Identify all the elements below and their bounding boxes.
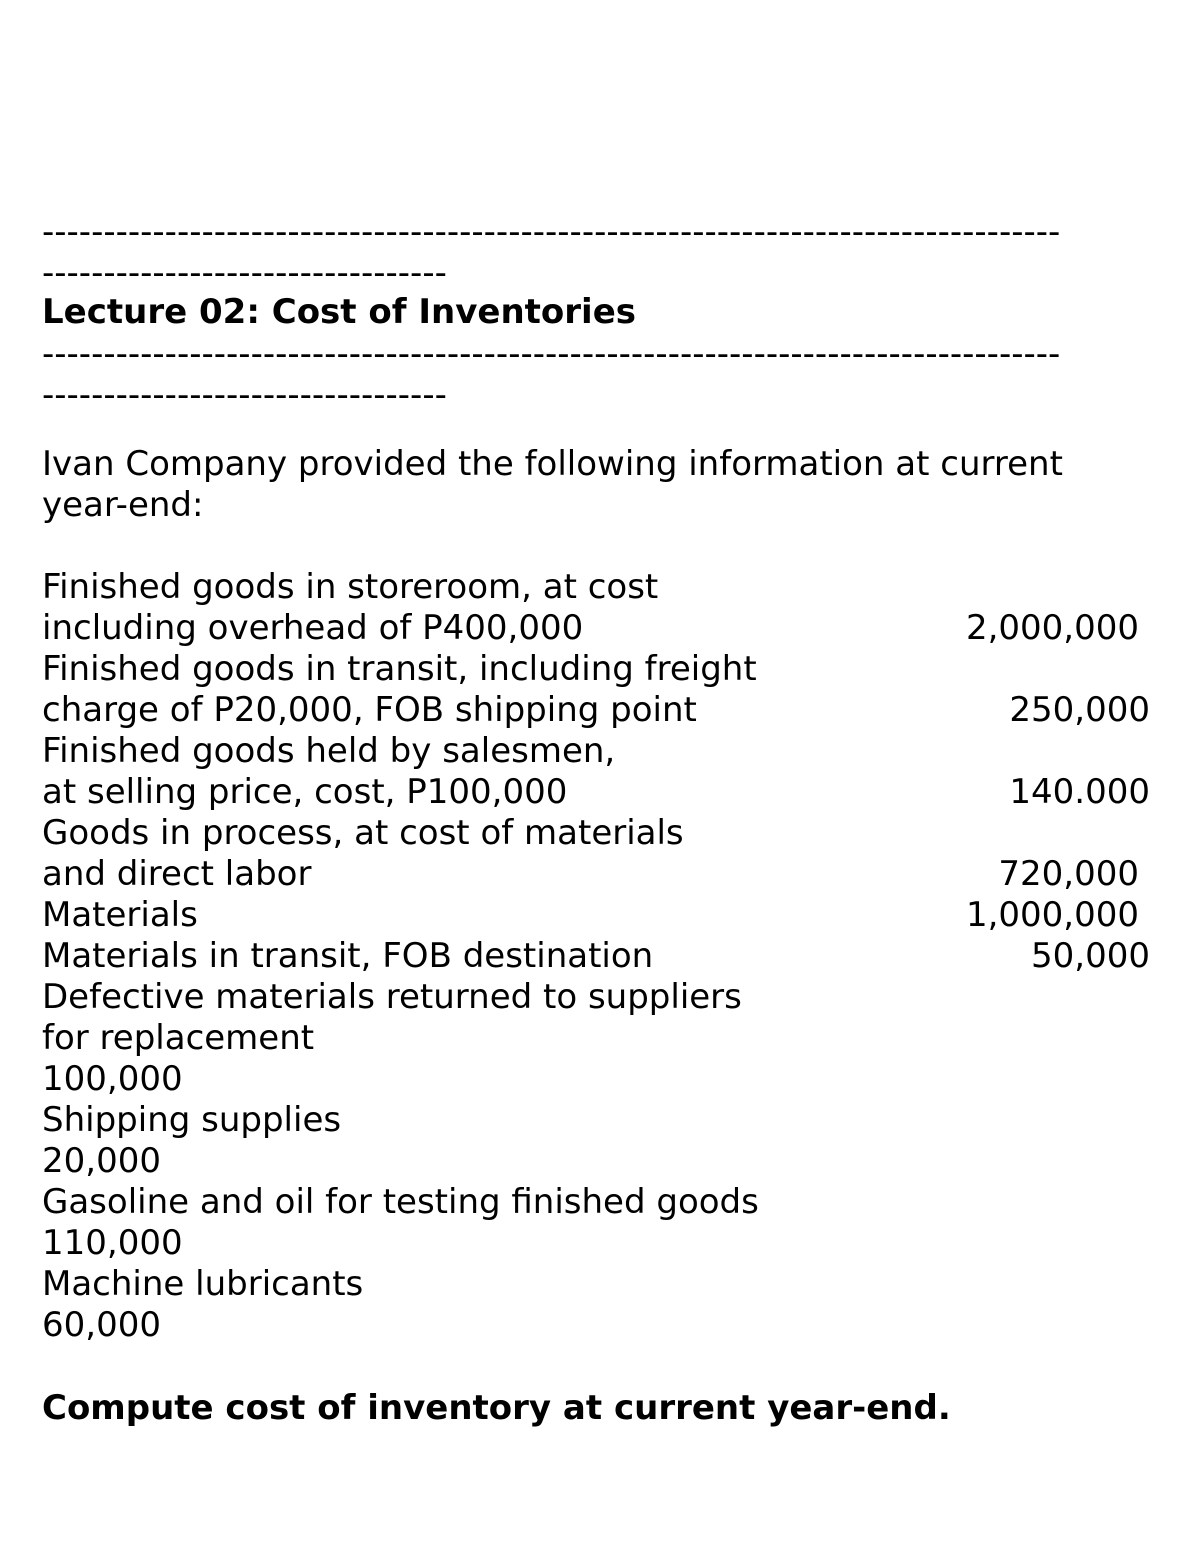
item-finished-goods-transit-amount: 250,000 [1009,690,1150,730]
item-finished-goods-storeroom-desc-2: including overhead of P400,000 [42,608,584,648]
item-goods-in-process-desc-2: and direct labor [42,854,312,894]
item-finished-goods-storeroom-amount: 2,000,000 [965,608,1139,648]
item-materials-amount: 1,000,000 [965,895,1139,935]
item-shipping-supplies-amount: 20,000 [42,1141,161,1181]
separator-top-1: ----------------------------------------------------------------------------------- [42,212,1061,252]
item-defective-materials-amount: 100,000 [42,1059,183,1099]
item-defective-materials-desc-2: for replacement [42,1018,315,1058]
item-defective-materials-desc-1: Defective materials returned to suppliers [42,977,742,1017]
item-finished-goods-transit-desc-1: Finished goods in transit, including freight [42,649,757,689]
separator-bottom-1: ----------------------------------------------------------------------------------- [42,334,1061,374]
item-materials-transit-amount: 50,000 [1031,936,1150,976]
separator-top-2: --------------------------------- [42,253,447,293]
intro-line-2: year-end: [42,485,204,525]
item-shipping-supplies-desc-1: Shipping supplies [42,1100,342,1140]
item-gasoline-oil-desc-1: Gasoline and oil for testing finished goods [42,1182,759,1222]
item-finished-goods-salesmen-amount: 140.000 [1009,772,1150,812]
separator-bottom-2: --------------------------------- [42,375,447,415]
item-gasoline-oil-amount: 110,000 [42,1223,183,1263]
item-materials-desc-1: Materials [42,895,198,935]
page-title: Lecture 02: Cost of Inventories [42,292,636,332]
item-goods-in-process-desc-1: Goods in process, at cost of materials [42,813,684,853]
item-finished-goods-salesmen-desc-1: Finished goods held by salesmen, [42,731,616,771]
item-materials-transit-desc-1: Materials in transit, FOB destination [42,936,654,976]
item-machine-lubricants-amount: 60,000 [42,1305,161,1345]
intro-line-1: Ivan Company provided the following information at current [42,444,1063,484]
item-finished-goods-storeroom-desc-1: Finished goods in storeroom, at cost [42,567,659,607]
item-machine-lubricants-desc-1: Machine lubricants [42,1264,364,1304]
question-text: Compute cost of inventory at current year-end. [42,1388,951,1428]
item-finished-goods-transit-desc-2: charge of P20,000, FOB shipping point [42,690,697,730]
item-goods-in-process-amount: 720,000 [998,854,1139,894]
item-finished-goods-salesmen-desc-2: at selling price, cost, P100,000 [42,772,568,812]
